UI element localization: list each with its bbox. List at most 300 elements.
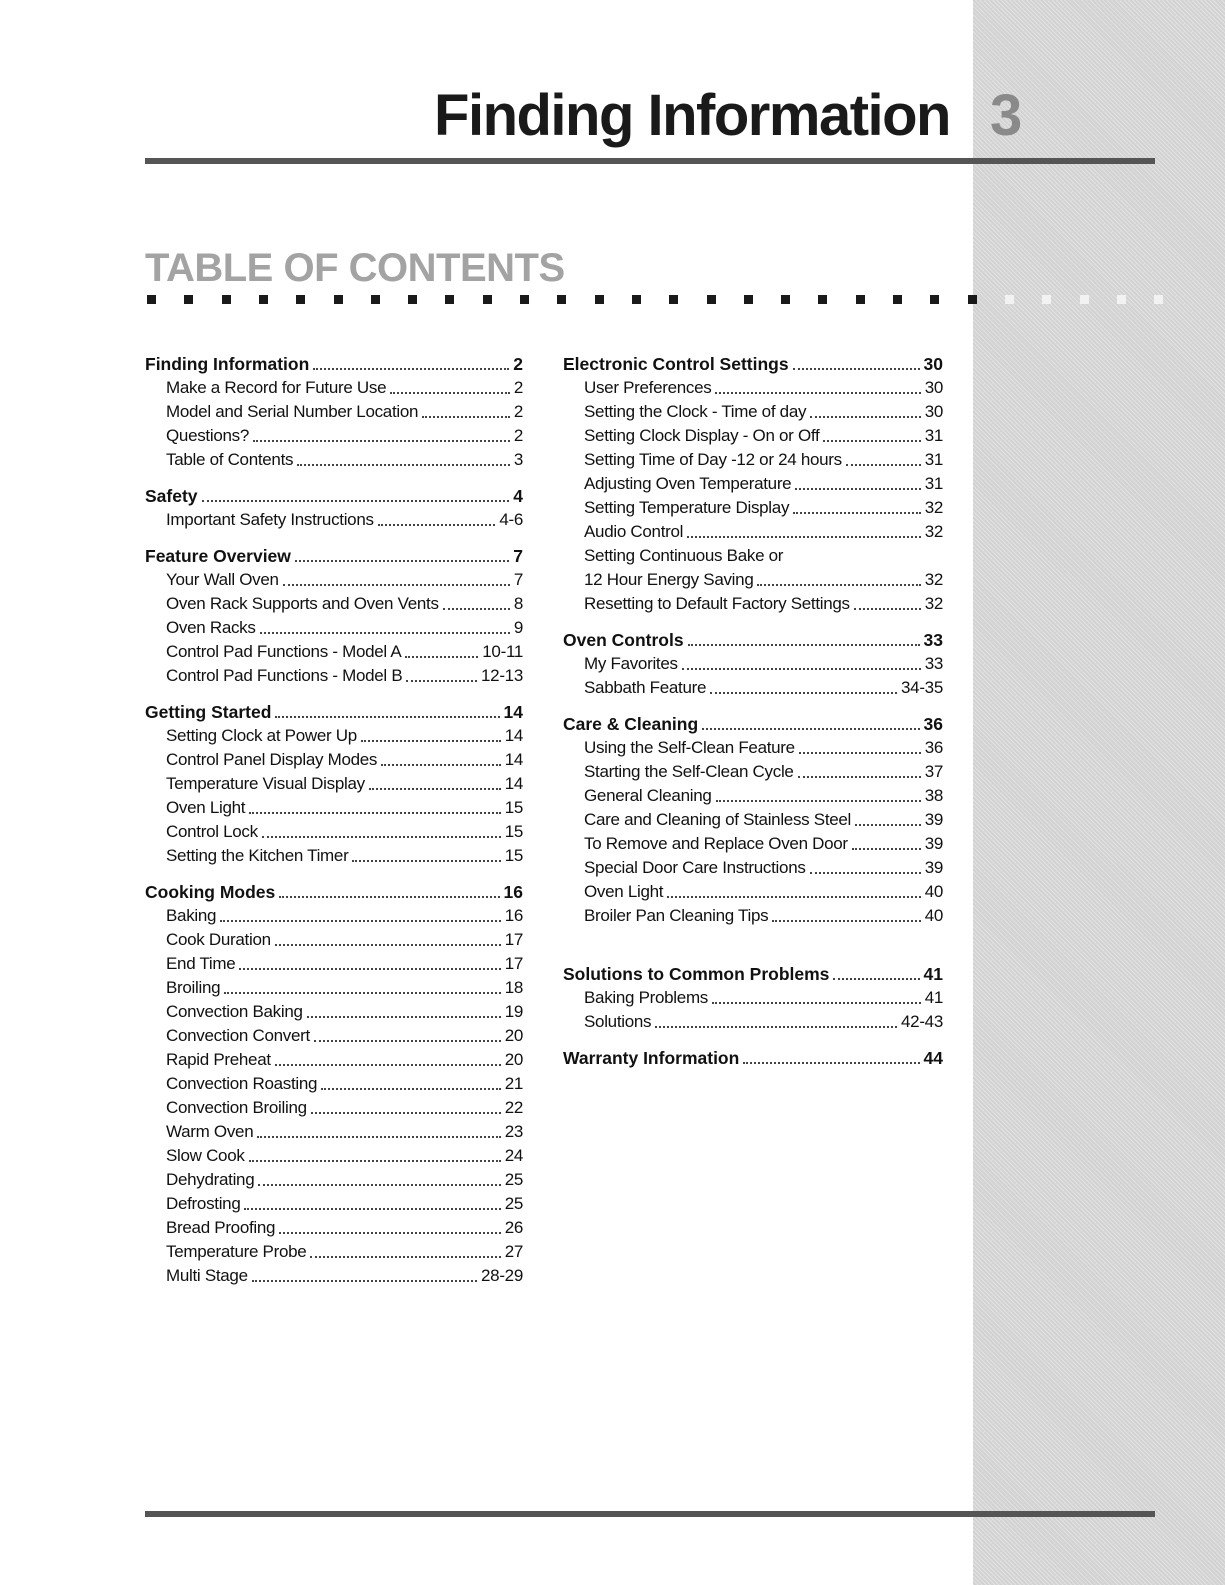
toc-entry[interactable]	[145, 400, 523, 424]
dot-leader	[810, 416, 920, 418]
toc-entry-label: Convection Roasting	[166, 1074, 318, 1093]
toc-entry-label: End Time	[166, 954, 236, 973]
toc-entry[interactable]	[563, 400, 943, 424]
decorative-square	[1117, 295, 1126, 304]
toc-entry-label: Setting the Clock - Time of day	[584, 402, 807, 421]
toc-entry[interactable]	[563, 808, 943, 832]
toc-entry-label: Setting Clock at Power Up	[166, 726, 357, 745]
decorative-square	[483, 295, 492, 304]
toc-entry-label: Cook Duration	[166, 930, 271, 949]
dot-leader	[846, 464, 921, 466]
toc-entry-label: Care and Cleaning of Stainless Steel	[584, 810, 852, 829]
toc-section-heading-label: Warranty Information	[563, 1048, 740, 1068]
toc-entry[interactable]	[563, 496, 943, 520]
dot-leader	[352, 860, 500, 862]
toc-entry-label: Temperature Probe	[166, 1242, 307, 1261]
toc-section-heading[interactable]	[145, 484, 523, 508]
dot-leader	[655, 1026, 897, 1028]
dot-leader	[687, 536, 921, 538]
toc-entry[interactable]	[145, 448, 523, 472]
dot-leader	[313, 368, 509, 370]
toc-entry[interactable]	[145, 724, 523, 748]
dot-leader	[378, 524, 496, 526]
toc-entry-label: Important Safety Instructions	[166, 510, 374, 529]
toc-entry-label: Broiling	[166, 978, 221, 997]
toc-section	[145, 544, 523, 688]
toc-entry-label: To Remove and Replace Oven Door	[584, 834, 848, 853]
dot-leader	[275, 944, 501, 946]
decorative-square	[893, 295, 902, 304]
dot-leader	[715, 392, 920, 394]
decorative-square	[1080, 295, 1089, 304]
decorative-square	[1042, 295, 1051, 304]
toc-entry-page-number: 36	[924, 738, 943, 757]
toc-entry-label: Bread Proofing	[166, 1218, 276, 1237]
toc-entry-page-number: 37	[924, 762, 943, 781]
toc-entry-page-number: 41	[924, 988, 943, 1007]
toc-entry-label: Temperature Visual Display	[166, 774, 365, 793]
decorative-square	[781, 295, 790, 304]
toc-entry-page-number: 15	[504, 846, 523, 865]
toc-entry-label: Audio Control	[584, 522, 684, 541]
toc-section-heading-page-number: 2	[513, 354, 523, 374]
dot-leader	[260, 632, 510, 634]
toc-entry[interactable]	[145, 1024, 523, 1048]
toc-section-heading-label: Getting Started	[145, 702, 272, 722]
toc-entry-label: Setting Clock Display - On or Off	[584, 426, 820, 445]
toc-section-heading-page-number: 16	[503, 882, 523, 902]
side-band	[973, 0, 1225, 1585]
decorative-square	[744, 295, 753, 304]
dot-leader	[406, 680, 477, 682]
toc-entry[interactable]	[145, 1168, 523, 1192]
dot-leader	[202, 500, 510, 502]
toc-entry-page-number: 17	[504, 930, 523, 949]
decorative-square	[669, 295, 678, 304]
dot-leader	[310, 1256, 500, 1258]
toc-entry[interactable]	[145, 748, 523, 772]
dot-leader	[252, 1280, 477, 1282]
toc-entry-label: Oven Racks	[166, 618, 256, 637]
toc-entry-label: Setting Continuous Bake or	[584, 546, 784, 565]
toc-entry-page-number: 31	[924, 474, 943, 493]
toc-entry-label: Baking Problems	[584, 988, 709, 1007]
toc-entry-page-number: 31	[924, 426, 943, 445]
toc-section-heading[interactable]	[145, 700, 523, 724]
toc-entry-page-number: 14	[504, 726, 523, 745]
toc-entry-page-number: 18	[504, 978, 523, 997]
toc-section-heading[interactable]	[145, 544, 523, 568]
toc-entry-label: Dehydrating	[166, 1170, 255, 1189]
dot-leader	[224, 992, 500, 994]
dot-leader	[405, 656, 478, 658]
toc-entry-page-number: 19	[504, 1002, 523, 1021]
dot-leader	[716, 800, 921, 802]
toc-section-heading-page-number: 4	[513, 486, 523, 506]
toc-entry-label: Setting the Kitchen Timer	[166, 846, 349, 865]
toc-section-heading-page-number: 41	[923, 964, 943, 984]
dot-leader	[297, 464, 510, 466]
toc-section-heading-label: Cooking Modes	[145, 882, 276, 902]
decorative-square	[408, 295, 417, 304]
toc-entry-page-number: 2	[513, 378, 523, 397]
toc-entry-page-number: 22	[504, 1098, 523, 1117]
toc-section-heading-page-number: 33	[923, 630, 943, 650]
toc-entry[interactable]	[145, 1264, 523, 1288]
toc-entry-page-number: 20	[504, 1050, 523, 1069]
toc-entry-label: Oven Light	[166, 798, 246, 817]
toc-entry-page-number: 39	[924, 834, 943, 853]
toc-entry-page-number: 16	[504, 906, 523, 925]
toc-entry[interactable]	[145, 928, 523, 952]
decorative-square	[222, 295, 231, 304]
toc-entry[interactable]	[145, 952, 523, 976]
toc-entry-label: Warm Oven	[166, 1122, 254, 1141]
decorative-square	[595, 295, 604, 304]
toc-entry[interactable]	[145, 424, 523, 448]
dot-leader	[311, 1112, 501, 1114]
toc-section	[145, 700, 523, 868]
toc-entry-label: Convection Convert	[166, 1026, 310, 1045]
dot-leader	[702, 728, 919, 730]
toc-entry[interactable]	[145, 664, 523, 688]
toc-entry[interactable]	[145, 1144, 523, 1168]
dot-leader	[253, 440, 510, 442]
toc-entry[interactable]	[145, 508, 523, 532]
decorative-square	[334, 295, 343, 304]
decorative-square	[632, 295, 641, 304]
decorative-square	[147, 295, 156, 304]
toc-entry-label: Convection Broiling	[166, 1098, 307, 1117]
toc-entry-page-number: 32	[924, 498, 943, 517]
toc-entry[interactable]	[145, 592, 523, 616]
toc-entry-label: Rapid Preheat	[166, 1050, 271, 1069]
toc-section-heading-label: Solutions to Common Problems	[563, 964, 830, 984]
toc-entry[interactable]	[145, 1048, 523, 1072]
toc-entry[interactable]	[563, 376, 943, 400]
toc-entry-label: Special Door Care Instructions	[584, 858, 806, 877]
dot-leader	[258, 1184, 500, 1186]
toc-entry-label: Setting Temperature Display	[584, 498, 790, 517]
toc-entry[interactable]	[145, 1072, 523, 1096]
toc-entry-label: General Cleaning	[584, 786, 712, 805]
toc-entry[interactable]	[145, 820, 523, 844]
decorative-square	[968, 295, 977, 304]
dot-leader	[275, 716, 499, 718]
toc-entry-page-number: 20	[504, 1026, 523, 1045]
decorative-square	[184, 295, 193, 304]
toc-entry-page-number: 40	[924, 882, 943, 901]
toc-entry[interactable]	[145, 904, 523, 928]
toc-column-left	[145, 352, 523, 1300]
dot-leader	[249, 812, 500, 814]
toc-section-heading-label: Safety	[145, 486, 198, 506]
toc-entry-page-number: 12-13	[481, 666, 523, 685]
dot-leader	[667, 896, 920, 898]
toc-entry-page-number: 9	[513, 618, 523, 637]
dot-leader	[257, 1136, 500, 1138]
toc-entry-page-number: 28-29	[481, 1266, 523, 1285]
dot-leader	[361, 740, 501, 742]
toc-section-heading[interactable]	[145, 880, 523, 904]
toc-entry-page-number: 3	[513, 450, 523, 469]
toc-entry-label: Adjusting Oven Temperature	[584, 474, 792, 493]
toc-entry[interactable]	[145, 844, 523, 868]
dot-leader	[249, 1160, 501, 1162]
toc-entry[interactable]	[563, 736, 943, 760]
dot-leader	[793, 512, 921, 514]
toc-entry-label: My Favorites	[584, 654, 678, 673]
toc-entry[interactable]	[145, 640, 523, 664]
toc-column-right	[563, 352, 943, 1082]
toc-entry[interactable]	[145, 796, 523, 820]
toc-entry[interactable]	[563, 986, 943, 1010]
toc-entry[interactable]	[563, 472, 943, 496]
dot-leader	[422, 416, 510, 418]
dot-leader	[823, 440, 920, 442]
toc-entry[interactable]	[563, 832, 943, 856]
dot-leader	[314, 1040, 501, 1042]
toc-entry-page-number: 23	[504, 1122, 523, 1141]
toc-section-heading[interactable]	[563, 1046, 943, 1070]
toc-entry-label: Control Pad Functions - Model B	[166, 666, 403, 685]
toc-entry-page-number: 27	[504, 1242, 523, 1261]
toc-entry-page-number: 14	[504, 750, 523, 769]
toc-section-heading-page-number: 14	[503, 702, 523, 722]
toc-entry-page-number: 7	[513, 570, 523, 589]
toc-entry-page-number: 24	[504, 1146, 523, 1165]
toc-entry[interactable]	[145, 376, 523, 400]
toc-entry-page-number: 26	[504, 1218, 523, 1237]
toc-section-heading-label: Care & Cleaning	[563, 714, 699, 734]
toc-entry[interactable]	[563, 568, 943, 592]
toc-section-heading[interactable]	[563, 352, 943, 376]
dot-leader	[743, 1062, 919, 1064]
dot-leader	[833, 978, 919, 980]
dot-leader	[710, 692, 897, 694]
decorative-square	[1005, 295, 1014, 304]
toc-entry-page-number: 30	[924, 402, 943, 421]
toc-entry-page-number: 42-43	[901, 1012, 943, 1031]
toc-entry-label: Solutions	[584, 1012, 652, 1031]
decorative-square	[520, 295, 529, 304]
toc-entry[interactable]	[145, 568, 523, 592]
footer-rule	[145, 1511, 1155, 1517]
dot-leader	[239, 968, 500, 970]
dot-leader	[262, 836, 501, 838]
toc-section	[563, 1046, 943, 1070]
toc-entry-page-number: 38	[924, 786, 943, 805]
dot-leader	[772, 920, 920, 922]
toc-section	[563, 628, 943, 700]
toc-entry-page-number: 14	[504, 774, 523, 793]
toc-entry-page-number: 17	[504, 954, 523, 973]
toc-entry-page-number: 33	[924, 654, 943, 673]
toc-entry-label: Multi Stage	[166, 1266, 248, 1285]
toc-entry-page-number: 34-35	[901, 678, 943, 697]
toc-entry-page-number: 25	[504, 1194, 523, 1213]
decorative-square	[930, 295, 939, 304]
toc-entry[interactable]	[145, 1192, 523, 1216]
toc-entry-label: Convection Baking	[166, 1002, 303, 1021]
toc-entry[interactable]	[563, 760, 943, 784]
toc-section	[145, 880, 523, 1288]
toc-entry[interactable]	[145, 1000, 523, 1024]
dot-leader	[220, 920, 501, 922]
toc-entry-label: Your Wall Oven	[166, 570, 279, 589]
header-rule	[145, 158, 1155, 164]
toc-entry-label: Control Lock	[166, 822, 258, 841]
toc-entry-page-number: 25	[504, 1170, 523, 1189]
toc-entry-page-number: 15	[504, 822, 523, 841]
toc-section-heading-page-number: 7	[513, 546, 523, 566]
toc-entry-label: Model and Serial Number Location	[166, 402, 419, 421]
dot-leader	[381, 764, 501, 766]
decorative-square	[259, 295, 268, 304]
dot-leader	[757, 584, 920, 586]
toc-entry[interactable]	[145, 976, 523, 1000]
toc-entry-page-number: 32	[924, 522, 943, 541]
toc-section-heading[interactable]	[563, 628, 943, 652]
toc-entry-page-number: 30	[924, 378, 943, 397]
toc-section-heading[interactable]	[145, 352, 523, 376]
toc-entry-label: Control Panel Display Modes	[166, 750, 378, 769]
dot-leader	[793, 368, 920, 370]
toc-entry-label: Oven Rack Supports and Oven Vents	[166, 594, 439, 613]
toc-entry[interactable]	[145, 1240, 523, 1264]
toc-entry-page-number: 32	[924, 570, 943, 589]
dot-leader	[390, 392, 510, 394]
toc-entry-label: Questions?	[166, 426, 249, 445]
dot-leader	[295, 560, 509, 562]
toc-entry-label: Control Pad Functions - Model A	[166, 642, 402, 661]
decorative-square	[818, 295, 827, 304]
decorative-square	[557, 295, 566, 304]
toc-title: TABLE OF CONTENTS	[145, 246, 565, 290]
toc-entry-label: Using the Self-Clean Feature	[584, 738, 795, 757]
toc-entry-page-number: 2	[513, 402, 523, 421]
toc-entry[interactable]	[563, 904, 943, 928]
dot-leader	[688, 644, 920, 646]
decorative-square	[856, 295, 865, 304]
toc-entry-label: Baking	[166, 906, 217, 925]
dot-leader	[855, 824, 921, 826]
toc-section-heading-page-number: 36	[923, 714, 943, 734]
toc-entry-label: Sabbath Feature	[584, 678, 707, 697]
toc-section-heading-label: Finding Information	[145, 354, 310, 374]
toc-entry[interactable]	[563, 520, 943, 544]
decorative-square	[445, 295, 454, 304]
toc-entry-page-number: 40	[924, 906, 943, 925]
dot-leader	[369, 788, 501, 790]
dot-leader	[443, 608, 510, 610]
toc-section-heading-label: Electronic Control Settings	[563, 354, 789, 374]
toc-entry[interactable]	[563, 784, 943, 808]
toc-entry[interactable]	[145, 1096, 523, 1120]
toc-entry[interactable]	[145, 1120, 523, 1144]
toc-entry-label: Table of Contents	[166, 450, 294, 469]
toc-entry-label: 12 Hour Energy Saving	[584, 570, 754, 589]
dot-leader	[275, 1064, 501, 1066]
dot-leader	[795, 488, 920, 490]
page-header-title: Finding Information	[434, 83, 950, 148]
dot-leader	[307, 1016, 501, 1018]
toc-section-heading-label: Oven Controls	[563, 630, 684, 650]
toc-entry-page-number: 39	[924, 858, 943, 877]
toc-section-heading-page-number: 30	[923, 354, 943, 374]
dot-leader	[244, 1208, 500, 1210]
toc-section	[563, 712, 943, 928]
toc-entry[interactable]	[563, 544, 943, 568]
toc-entry-page-number: 15	[504, 798, 523, 817]
dot-leader	[854, 608, 921, 610]
toc-entry[interactable]	[563, 676, 943, 700]
toc-section-heading[interactable]	[563, 712, 943, 736]
toc-entry-page-number: 4-6	[499, 510, 523, 529]
toc-entry[interactable]	[563, 448, 943, 472]
toc-section-heading[interactable]	[563, 962, 943, 986]
dot-leader	[321, 1088, 501, 1090]
toc-section-heading-page-number: 44	[923, 1048, 943, 1068]
toc-entry-label: Setting Time of Day -12 or 24 hours	[584, 450, 842, 469]
page-number: 3	[990, 83, 1023, 148]
dot-leader	[279, 1232, 500, 1234]
toc-entry-label: Make a Record for Future Use	[166, 378, 387, 397]
toc-entry[interactable]	[563, 652, 943, 676]
dot-leader	[852, 848, 921, 850]
toc-entry-page-number: 2	[513, 426, 523, 445]
dot-leader	[279, 896, 499, 898]
toc-entry[interactable]	[563, 880, 943, 904]
toc-entry-label: Defrosting	[166, 1194, 241, 1213]
dot-leader	[682, 668, 921, 670]
toc-entry-page-number: 31	[924, 450, 943, 469]
decorative-square	[707, 295, 716, 304]
toc-entry-label: User Preferences	[584, 378, 712, 397]
toc-entry[interactable]	[145, 616, 523, 640]
toc-section	[145, 352, 523, 472]
dot-leader	[798, 776, 921, 778]
toc-section-heading-label: Feature Overview	[145, 546, 291, 566]
toc-section	[563, 962, 943, 1034]
dot-leader	[810, 872, 921, 874]
toc-entry[interactable]	[563, 592, 943, 616]
toc-entry[interactable]	[145, 772, 523, 796]
dot-leader	[283, 584, 510, 586]
toc-entry-label: Starting the Self-Clean Cycle	[584, 762, 794, 781]
toc-entry-label: Resetting to Default Factory Settings	[584, 594, 850, 613]
toc-entry-page-number: 8	[513, 594, 523, 613]
decorative-square	[1154, 295, 1163, 304]
toc-section	[145, 484, 523, 532]
decorative-square	[371, 295, 380, 304]
toc-entry-label: Broiler Pan Cleaning Tips	[584, 906, 769, 925]
toc-entry-label: Slow Cook	[166, 1146, 245, 1165]
dot-leader	[799, 752, 921, 754]
toc-entry-label: Oven Light	[584, 882, 664, 901]
toc-entry[interactable]	[145, 1216, 523, 1240]
toc-entry-page-number: 32	[924, 594, 943, 613]
decorative-square	[296, 295, 305, 304]
toc-entry[interactable]	[563, 1010, 943, 1034]
dot-leader	[712, 1002, 921, 1004]
decorative-square-row	[147, 295, 1163, 305]
toc-entry[interactable]	[563, 424, 943, 448]
toc-entry[interactable]	[563, 856, 943, 880]
toc-section	[563, 352, 943, 616]
toc-entry-page-number: 39	[924, 810, 943, 829]
toc-entry-page-number: 21	[504, 1074, 523, 1093]
